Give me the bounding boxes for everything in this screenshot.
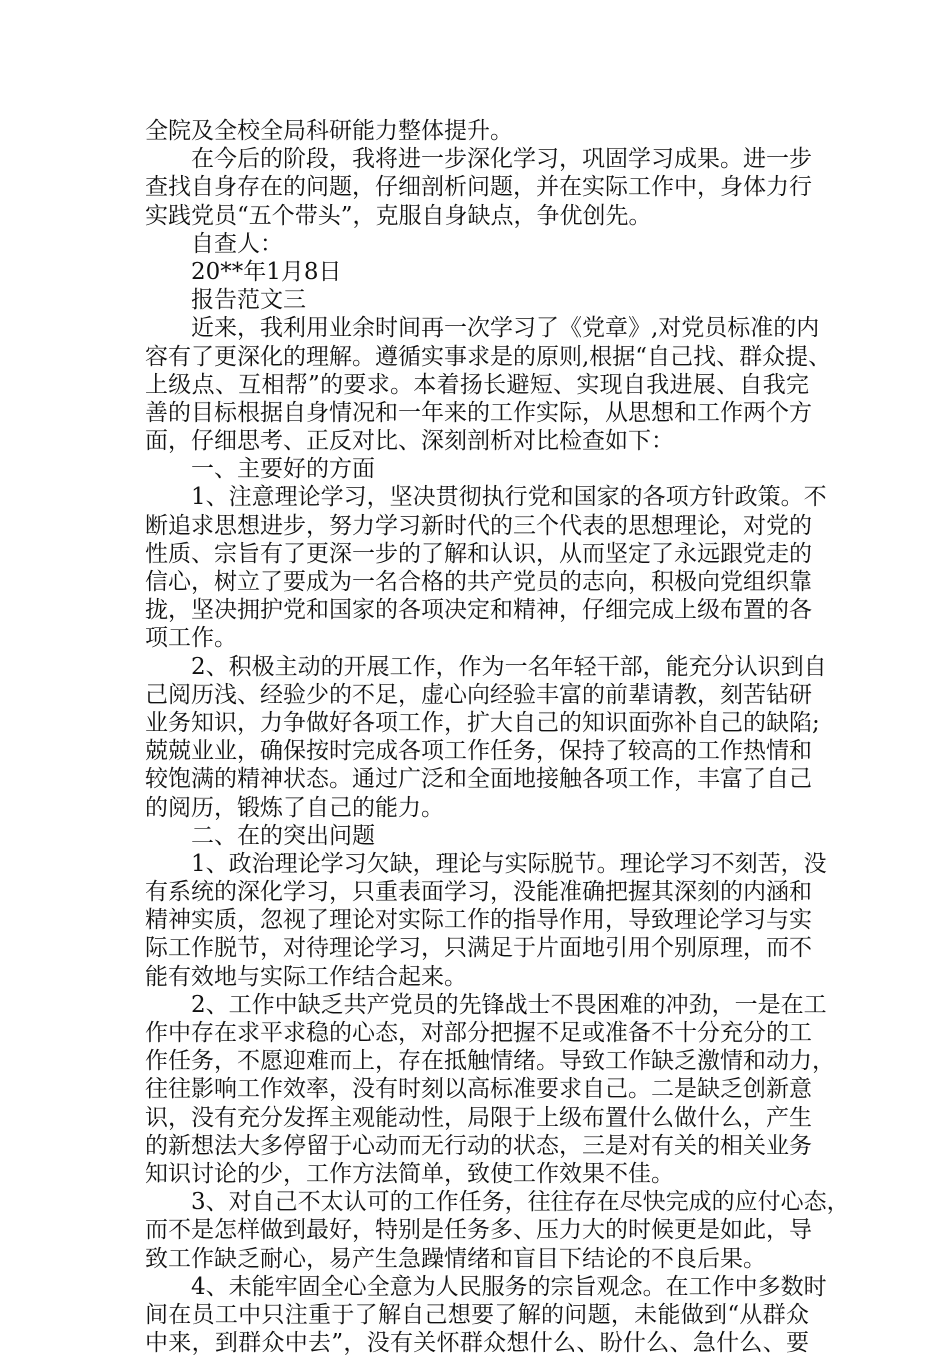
text-line: 容有了更深化的理解。遵循实事求是的原则,根据“自己找、群众提、 xyxy=(145,343,832,370)
text-line: 业务知识，力争做好各项工作，扩大自己的知识面弥补自己的缺陷; xyxy=(145,709,820,736)
text-line: 二、在的突出问题 xyxy=(191,822,375,849)
text-line: 2、积极主动的开展工作，作为一名年轻干部，能充分认识到自 xyxy=(191,653,827,680)
text-line: 而不是怎样做到最好，特别是任务多、压力大的时候更是如此，导 xyxy=(145,1217,812,1244)
text-line: 项工作。 xyxy=(145,625,237,652)
text-line: 能有效地与实际工作结合起来。 xyxy=(145,963,467,990)
text-line: 中来，到群众中去”，没有关怀群众想什么、盼什么、急什么、要 xyxy=(145,1330,809,1357)
text-line: 性质、宗旨有了更深一步的了解和认识，从而坚定了永远跟党走的 xyxy=(145,540,812,567)
text-line: 1、注意理论学习，坚决贯彻执行党和国家的各项方针政策。不 xyxy=(191,484,827,511)
text-line: 精神实质，忽视了理论对实际工作的指导作用，导致理论学习与实 xyxy=(145,907,812,934)
text-line: 信心，树立了要成为一名合格的共产党员的志向，积极向党组织靠 xyxy=(145,569,812,595)
text-line: 作中存在求平求稳的心态，对部分把握不足或准备不十分充分的工 xyxy=(145,1020,812,1046)
text-line: 作任务，不愿迎难而上，存在抵触情绪。导致工作缺乏激情和动力， xyxy=(145,1048,835,1075)
text-line: 往往影响工作效率，没有时刻以高标准要求自己。二是缺乏创新意 xyxy=(145,1076,812,1103)
text-line: 间在员工中只注重于了解自己想要了解的问题，未能做到“从群众 xyxy=(145,1301,809,1328)
document-page xyxy=(145,117,850,1357)
text-line: 20**年1月8日 xyxy=(191,258,342,285)
text-line: 面，仔细思考、正反对比、深刻剖析对比检查如下： xyxy=(145,428,674,455)
text-line: 2、工作中缺乏共产党员的先锋战士不畏困难的冲劲，一是在工 xyxy=(191,991,827,1018)
text-line: 际工作脱节，对待理论学习，只满足于片面地引用个别原理，而不 xyxy=(145,935,812,962)
text-line: 自查人： xyxy=(191,230,283,257)
text-line: 较饱满的精神状态。通过广泛和全面地接触各项工作，丰富了自己 xyxy=(145,766,812,793)
text-line: 的阅历，锻炼了自己的能力。 xyxy=(145,794,444,821)
text-line: 上级点、互相帮”的要求。本着扬长避短、实现自我进展、自我完 xyxy=(145,371,809,398)
text-line: 知识讨论的少，工作方法简单，致使工作效果不佳。 xyxy=(145,1160,674,1187)
text-line: 致工作缺乏耐心，易产生急躁情绪和盲目下结论的不良后果。 xyxy=(145,1245,766,1272)
text-line: 3、对自己不太认可的工作任务，往往存在尽快完成的应付心态， xyxy=(191,1189,850,1216)
text-line: 有系统的深化学习，只重表面学习，没能准确把握其深刻的内涵和 xyxy=(145,879,812,906)
text-line: 拢，坚决拥护党和国家的各项决定和精神，仔细完成上级布置的各 xyxy=(145,597,812,624)
text-line: 1、政治理论学习欠缺，理论与实际脱节。理论学习不刻苦，没 xyxy=(191,850,827,877)
text-line: 查找自身存在的问题，仔细剖析问题，并在实际工作中，身体力行 xyxy=(145,174,812,201)
text-line: 兢兢业业，确保按时完成各项工作任务，保持了较高的工作热情和 xyxy=(145,738,812,765)
text-line: 全院及全校全局科研能力整体提升。 xyxy=(145,118,513,144)
text-line: 报告范文三 xyxy=(191,287,306,314)
text-line: 在今后的阶段，我将进一步深化学习，巩固学习成果。进一步 xyxy=(191,146,812,173)
text-line: 善的目标根据自身情况和一年来的工作实际，从思想和工作两个方 xyxy=(145,399,812,426)
text-line: 实践党员“五个带头”，克服自身缺点，争优创先。 xyxy=(145,202,652,229)
text-line: 断追求思想进步，努力学习新时代的三个代表的思想理论，对党的 xyxy=(145,512,812,539)
text-line: 识，没有充分发挥主观能动性，局限于上级布置什么做什么，产生 xyxy=(145,1104,812,1131)
text-line: 己阅历浅、经验少的不足，虚心向经验丰富的前辈请教，刻苦钻研 xyxy=(145,681,812,708)
text-line: 4、未能牢固全心全意为人民服务的宗旨观念。在工作中多数时 xyxy=(191,1273,827,1300)
text-line: 近来，我利用业余时间再一次学习了《党章》,对党员标准的内 xyxy=(191,315,820,342)
text-line: 一、主要好的方面 xyxy=(191,456,375,483)
text-line: 的新想法大多停留于心动而无行动的状态，三是对有关的相关业务 xyxy=(145,1132,812,1159)
